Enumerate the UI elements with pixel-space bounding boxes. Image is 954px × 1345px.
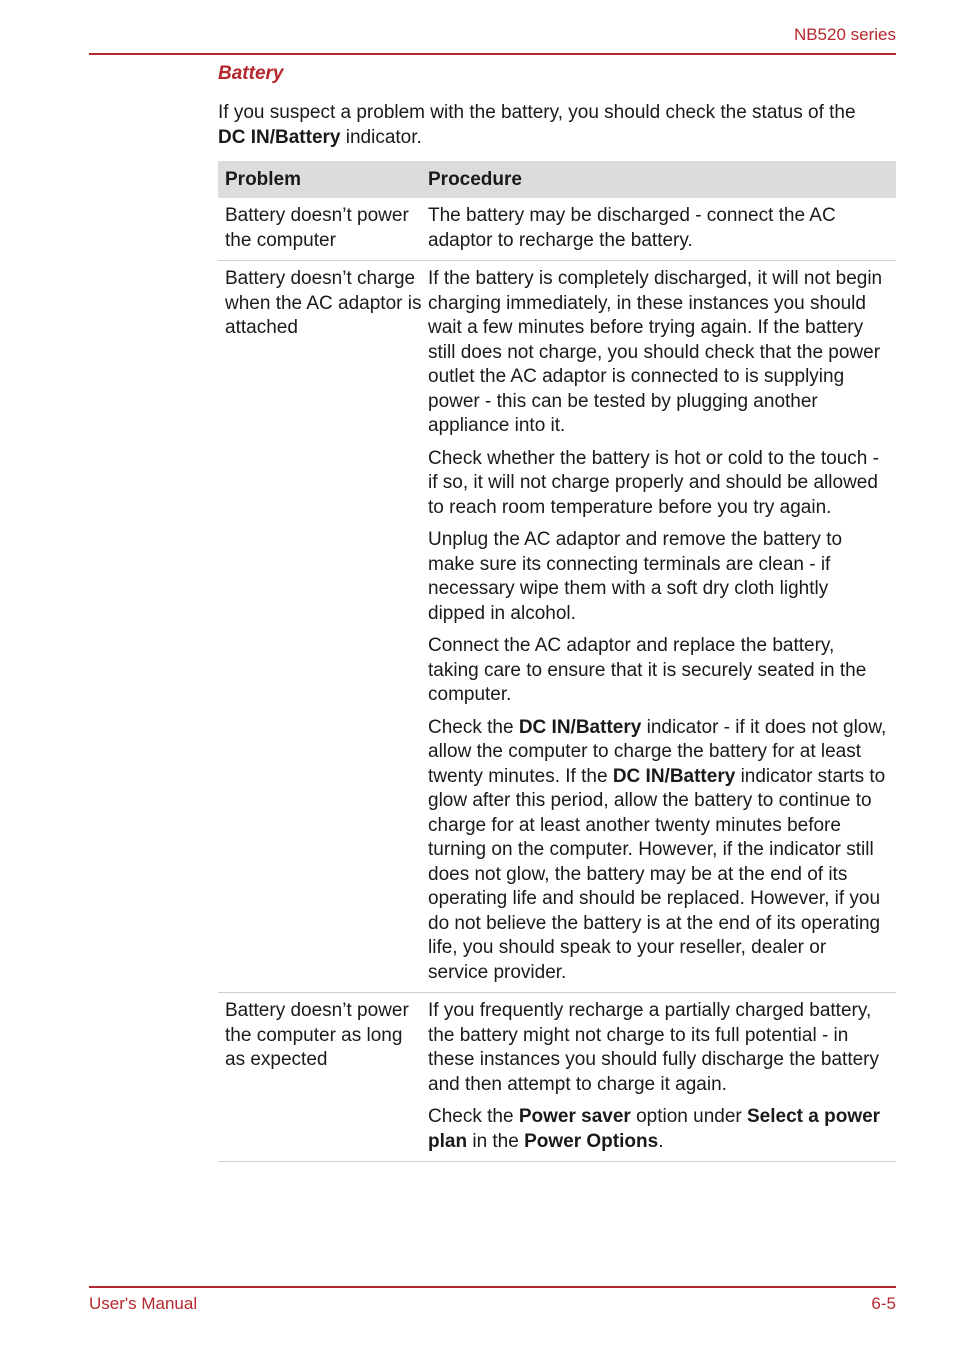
procedure-paragraph: Connect the AC adaptor and replace the battery, taking care to ensure that it is securely seated in the computer. bbox=[428, 635, 867, 705]
footer-rule bbox=[89, 1286, 896, 1288]
text-run: Check the bbox=[428, 1106, 519, 1127]
text-run: indicator - if it does not glow, allow the computer to charge the battery for at least twenty minutes. If the bbox=[428, 716, 887, 787]
bold-run: DC IN/Battery bbox=[518, 716, 642, 738]
procedure-cell bbox=[422, 999, 896, 1154]
text-run: in the bbox=[467, 1130, 525, 1152]
procedure-paragraph bbox=[428, 1105, 890, 1154]
procedure-paragraph bbox=[428, 716, 890, 986]
header-rule bbox=[89, 53, 896, 55]
procedure-paragraph: The battery may be discharged - connect the AC adaptor to recharge the battery. bbox=[428, 205, 836, 251]
bold-run: Power Options bbox=[524, 1130, 659, 1152]
procedure-paragraph: If you frequently recharge a partially charged battery, the battery might not charge to its full potential - in these instances you should fully discharge the battery and then attempt to charge it again. bbox=[428, 1000, 879, 1095]
table-header bbox=[218, 161, 896, 198]
bold-run: DC IN/Battery bbox=[612, 765, 736, 787]
text-run: option under bbox=[630, 1106, 747, 1127]
text-run: Check the bbox=[428, 716, 519, 738]
intro-text-1: If you suspect a problem with the battery, you should check the status of the bbox=[218, 102, 856, 123]
problem-cell: Battery doesn’t power the computer as long as expected bbox=[225, 1000, 409, 1070]
footer-page-number: 6-5 bbox=[871, 1294, 896, 1313]
bold-run: Select a power plan bbox=[428, 1106, 881, 1152]
table-row bbox=[218, 198, 896, 261]
column-header-problem: Problem bbox=[225, 168, 302, 190]
table-row bbox=[218, 261, 896, 993]
header-series: NB520 series bbox=[793, 25, 896, 44]
procedure-paragraph: If the battery is completely discharged, it will not begin charging immediately, in these instances you should wait a few minutes before trying again. If the battery still does not charge, you should check that the power outlet the AC adaptor is connected to is supplying power - this can be tested by plugging another appliance into it. bbox=[428, 268, 883, 436]
procedure-cell bbox=[422, 267, 896, 985]
intro-text-2: indicator. bbox=[340, 126, 422, 148]
intro-paragraph bbox=[218, 101, 888, 150]
column-header-procedure: Procedure bbox=[428, 168, 522, 190]
footer-manual-title: User's Manual bbox=[89, 1294, 198, 1313]
intro-bold-dc-in: DC IN/Battery bbox=[218, 126, 341, 148]
problem-cell: Battery doesn’t power the computer bbox=[225, 205, 409, 251]
bold-run: Power saver bbox=[518, 1106, 631, 1127]
problem-cell: Battery doesn’t charge when the AC adaptor is attached bbox=[225, 268, 422, 338]
section-heading: Battery bbox=[218, 63, 284, 84]
text-run: . bbox=[658, 1130, 664, 1152]
procedure-paragraph: Unplug the AC adaptor and remove the battery to make sure its connecting terminals are clean - if necessary wipe them with a soft dry cloth lightly dipped in alcohol. bbox=[428, 529, 843, 624]
troubleshooting-table bbox=[218, 161, 896, 1162]
procedure-cell bbox=[422, 204, 896, 253]
procedure-paragraph: Check whether the battery is hot or cold to the touch - if so, it will not charge properly and should be allowed to reach room temperature before you try again. bbox=[428, 447, 879, 518]
table-row bbox=[218, 993, 896, 1162]
text-run: indicator starts to glow after this period, allow the battery to continue to charge for at least another twenty minutes before turning on the computer. However, if the indicator still does not glow, the battery may be at the end of its operating life and should be replaced. However, if you do not believe the battery is at the end of its operating life, you should speak to your reseller, dealer or service provider. bbox=[428, 765, 886, 983]
